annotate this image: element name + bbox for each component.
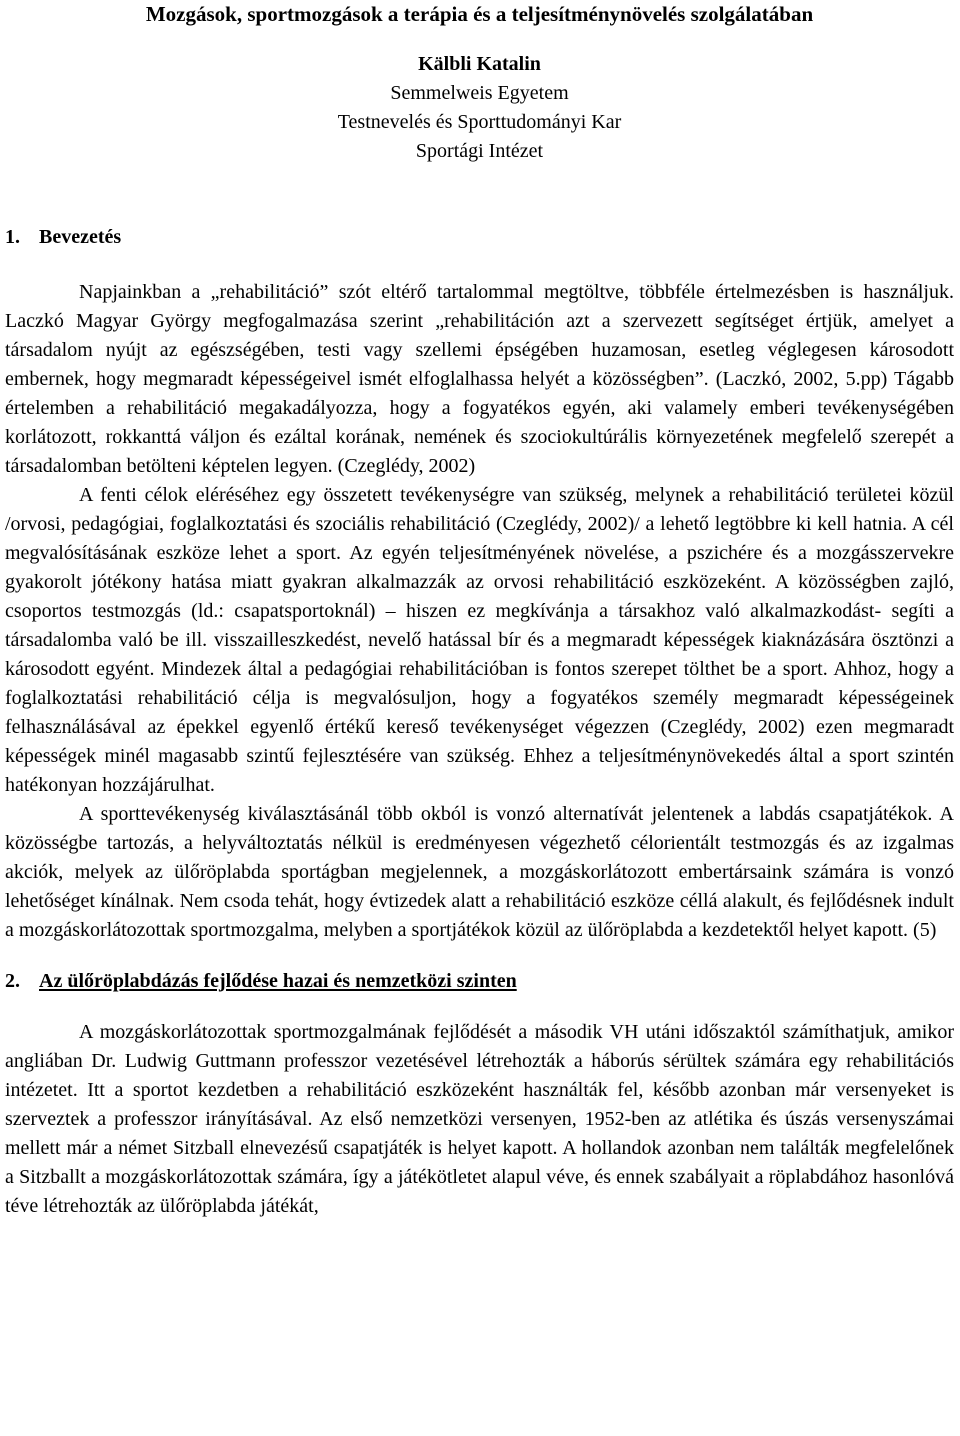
section-1-heading [5, 223, 954, 252]
section-2-number: 2. [5, 970, 20, 992]
author-faculty: Testnevelés és Sporttudományi Kar [337, 111, 622, 133]
section-1-paragraph-1: Napjainkban a „rehabilitáció” szót eltérő tartalommal megtöltve, többféle értelmezésben is használjuk. Laczkó Magyar György megfogalmazása szerint „rehabilitáción azt a szervezett segítséget értjük, amelyet a társadalom nyújt az egészségében, testi vagy szellemi épségében huzamosan, esetleg véglegesen károsodott embernek, hogy megmaradt képességeivel ismét elfoglalhassa helyét a közösségben”. (Laczkó, 2002, 5.pp) Tágabb értelemben a rehabilitáció megakadályozza, hogy a fogyatékos egyén, aki valamely emberi tevékenységében korlátozott, rokkanttá váljon és ezáltal korának, nemének és szociokultúrális környezetének megfelelő szerepét a társadalomban betölteni képtelen legyen. (Czeglédy, 2002) [5, 281, 954, 477]
section-1-paragraph-3: A sporttevékenység kiválasztásánál több okból is vonzó alternatívát jelentenek a labdás csapatjátékok. A közösségbe tartozás, a helyváltoztatás nélkül is eredményesen végezhető célorientált testmozgás és az izgalmas akciók, melyek az ülőröplabda sportágban megjelennek, a mozgáskorlátozott embertársaink számára is vonzó lehetőséget kínálnak. Nem csoda tehát, hogy évtizedek alatt a rehabilitáció eszköze céllá alakult, és fejlődésnek indult a mozgáskorlátozottak sportmozgalma, melyben a sportjátékok közül az ülőröplabda a kezdetektől helyet kapott. (5) [5, 803, 954, 941]
section-1-title: Bevezetés [39, 226, 122, 248]
author-block [5, 50, 954, 166]
author-university: Semmelweis Egyetem [390, 82, 569, 104]
section-1-paragraph-2: A fenti célok eléréséhez egy összetett tevékenységre van szükség, melynek a rehabilitáció területei közül /orvosi, pedagógiai, foglalkoztatási és szociális rehabilitáció (Czeglédy, 2002)/ a lehető legtöbbre ki kell hatnia. A cél megvalósításának eszköze lehet a sport. Az egyén teljesítményének növelése, a pszichére és a mozgásszervekre gyakorolt jótékony hatása miatt gyakran alkalmazzák az orvosi rehabilitáció eszközeként. A közösségben zajló, csoportos testmozgás (ld.: csapatsportoknál) – hiszen ez megkívánja a társakhoz való alkalmazkodást- segíti a társadalomba való be ill. visszailleszkedést, nevelő hatással bír és a megmaradt képességek kiaknázására ösztönzi a károsodott egyént. Mindezek által a pedagógiai rehabilitációban is fontos szerepet tölthet be a sport. Ahhoz, hogy a foglalkoztatási rehabilitáció célja is megvalósuljon, hogy a fogyatékos személy megmaradt képességeinek felhasználásával az épekkel egyenlő értékű kereső tevékenységet végezzen (Czeglédy, 2002) ezen megmaradt képességek minél magasabb szintű fejlesztésére van szükség. Ehhez a teljesítménynövekedés által a sport szintén hatékonyan hozzájárulhat. [5, 484, 954, 796]
author-institute: Sportági Intézet [415, 140, 544, 162]
section-1-number: 1. [5, 226, 20, 248]
section-2-title: Az ülőröplabdázás fejlődése hazai és nemzetközi szinten [39, 970, 517, 992]
document-title: Mozgások, sportmozgások a terápia és a teljesítménynövelés szolgálatában [145, 2, 814, 26]
section-2-heading [5, 967, 954, 996]
author-name: Kälbli Katalin [418, 53, 541, 75]
section-2-paragraph-1: A mozgáskorlátozottak sportmozgalmának fejlődését a második VH utáni időszaktól számíthatjuk, amikor angliában Dr. Ludwig Guttmann professzor vezetésével létrehozták a háborús sérültek számára egy rehabilitációs intézetet. Itt a sportot kezdetben a rehabilitáció eszközeként használták fel, később azonban már versenyeket is szerveztek a professzor irányításával. Az első nemzetközi versenyen, 1952-ben az atlétika és úszás versenyszámai mellett már a német Sitzball elnevezésű csapatjáték is helyet kapott. A hollandok azonban nem találták megfelelőnek a Sitzballt a mozgáskorlátozottak számára, így a játékötletet alapul véve, és ennek szabályait a röplabdához hasonlóvá téve létrehozták az ülőröplabda játékát, [5, 1021, 954, 1217]
